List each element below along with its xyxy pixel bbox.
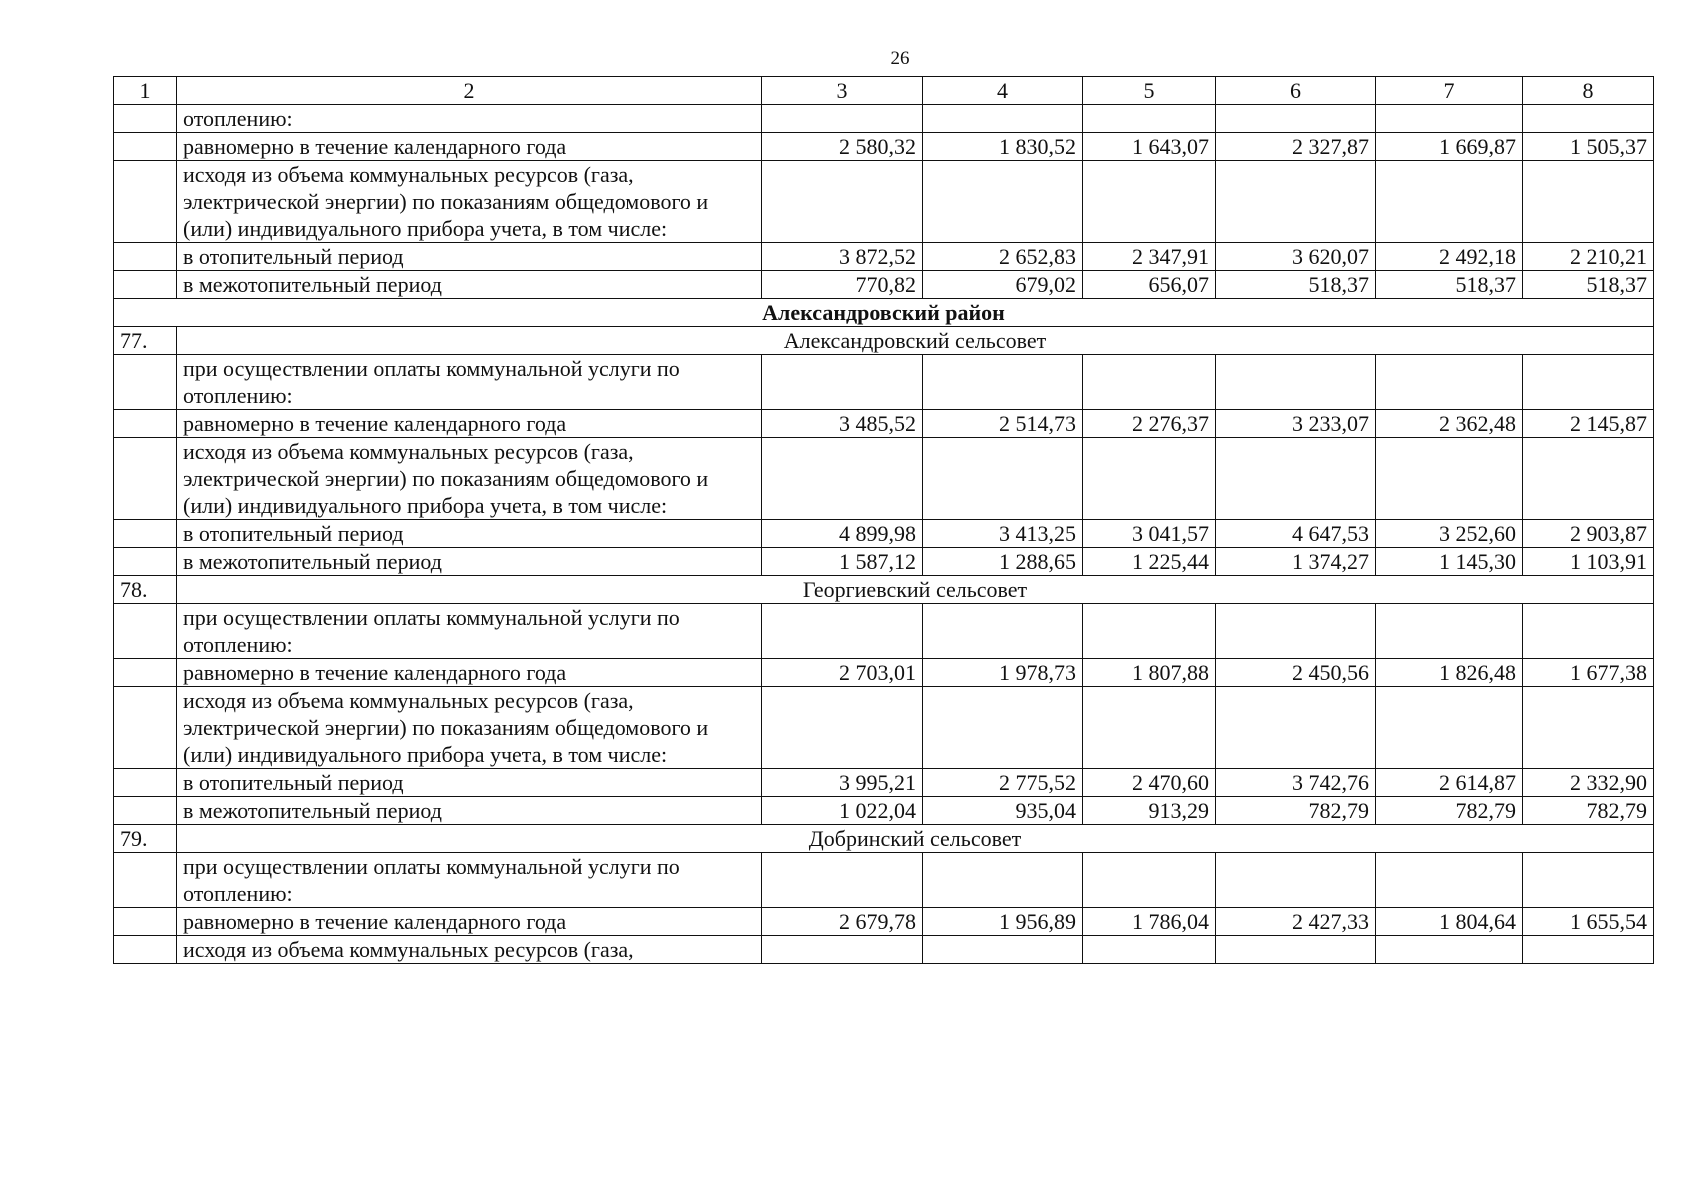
table-row — [114, 853, 1654, 908]
row-label: исходя из объема коммунальных ресурсов (газа, электрической энергии) по показаниям общедомового и (или) индивидуального прибора учета, в том числе: — [177, 438, 762, 520]
value-cell: 3 252,60 — [1376, 520, 1523, 548]
value-cell — [1216, 355, 1376, 410]
value-cell — [1376, 936, 1523, 964]
tariff-table — [113, 76, 1654, 964]
value-cell — [1523, 604, 1654, 659]
value-cell: 782,79 — [1216, 797, 1376, 825]
row-number — [114, 133, 177, 161]
row-label: при осуществлении оплаты коммунальной услуги по отоплению: — [177, 604, 762, 659]
value-cell: 2 327,87 — [1216, 133, 1376, 161]
value-cell — [1083, 936, 1216, 964]
table-row — [114, 355, 1654, 410]
row-number — [114, 604, 177, 659]
value-cell: 2 210,21 — [1523, 243, 1654, 271]
value-cell: 1 807,88 — [1083, 659, 1216, 687]
value-cell: 3 233,07 — [1216, 410, 1376, 438]
value-cell: 1 669,87 — [1376, 133, 1523, 161]
value-cell — [1083, 161, 1216, 243]
table-row — [114, 687, 1654, 769]
value-cell — [762, 105, 923, 133]
value-cell: 2 276,37 — [1083, 410, 1216, 438]
value-cell — [1083, 438, 1216, 520]
value-cell: 2 347,91 — [1083, 243, 1216, 271]
row-label: равномерно в течение календарного года — [177, 133, 762, 161]
value-cell — [1216, 687, 1376, 769]
row-number: 78. — [114, 576, 177, 604]
value-cell: 1 022,04 — [762, 797, 923, 825]
header-cell: 5 — [1083, 77, 1216, 105]
value-cell: 2 450,56 — [1216, 659, 1376, 687]
row-number — [114, 687, 177, 769]
row-label: равномерно в течение календарного года — [177, 908, 762, 936]
table-row — [114, 604, 1654, 659]
value-cell: 1 677,38 — [1523, 659, 1654, 687]
value-cell: 913,29 — [1083, 797, 1216, 825]
value-cell: 2 580,32 — [762, 133, 923, 161]
value-cell: 3 413,25 — [923, 520, 1083, 548]
value-cell: 1 826,48 — [1376, 659, 1523, 687]
value-cell — [1216, 161, 1376, 243]
page-number: 26 — [890, 48, 910, 69]
header-cell: 7 — [1376, 77, 1523, 105]
value-cell: 3 041,57 — [1083, 520, 1216, 548]
district-row — [114, 299, 1654, 327]
row-label: при осуществлении оплаты коммунальной услуги по отоплению: — [177, 355, 762, 410]
value-cell: 2 427,33 — [1216, 908, 1376, 936]
value-cell: 1 978,73 — [923, 659, 1083, 687]
header-cell: 1 — [114, 77, 177, 105]
value-cell — [1376, 853, 1523, 908]
value-cell: 518,37 — [1216, 271, 1376, 299]
value-cell — [923, 355, 1083, 410]
row-label: равномерно в течение календарного года — [177, 659, 762, 687]
value-cell — [1523, 161, 1654, 243]
value-cell: 1 225,44 — [1083, 548, 1216, 576]
value-cell — [1216, 105, 1376, 133]
header-cell: 6 — [1216, 77, 1376, 105]
table-header-row — [114, 77, 1654, 105]
header-cell: 2 — [177, 77, 762, 105]
row-number — [114, 355, 177, 410]
value-cell — [923, 687, 1083, 769]
value-cell — [762, 355, 923, 410]
settlement-title: Александровский сельсовет — [177, 327, 1654, 355]
row-number — [114, 908, 177, 936]
row-number — [114, 769, 177, 797]
value-cell: 1 655,54 — [1523, 908, 1654, 936]
value-cell: 2 652,83 — [923, 243, 1083, 271]
table-row — [114, 908, 1654, 936]
header-cell: 3 — [762, 77, 923, 105]
value-cell — [923, 604, 1083, 659]
value-cell — [762, 853, 923, 908]
value-cell — [1216, 936, 1376, 964]
value-cell — [1376, 438, 1523, 520]
value-cell: 2 775,52 — [923, 769, 1083, 797]
value-cell — [923, 105, 1083, 133]
value-cell — [762, 604, 923, 659]
value-cell: 935,04 — [923, 797, 1083, 825]
value-cell: 1 103,91 — [1523, 548, 1654, 576]
value-cell: 2 514,73 — [923, 410, 1083, 438]
value-cell: 1 956,89 — [923, 908, 1083, 936]
settlement-row — [114, 327, 1654, 355]
value-cell: 3 485,52 — [762, 410, 923, 438]
value-cell: 1 145,30 — [1376, 548, 1523, 576]
value-cell — [1523, 936, 1654, 964]
settlement-title: Георгиевский сельсовет — [177, 576, 1654, 604]
value-cell — [762, 438, 923, 520]
table-row — [114, 520, 1654, 548]
value-cell — [923, 853, 1083, 908]
row-label: исходя из объема коммунальных ресурсов (газа, электрической энергии) по показаниям общедомового и (или) индивидуального прибора учета, в том числе: — [177, 161, 762, 243]
value-cell — [923, 936, 1083, 964]
table-row — [114, 936, 1654, 964]
row-number — [114, 797, 177, 825]
value-cell: 1 505,37 — [1523, 133, 1654, 161]
value-cell: 1 830,52 — [923, 133, 1083, 161]
value-cell: 3 995,21 — [762, 769, 923, 797]
row-number — [114, 243, 177, 271]
settlement-row — [114, 825, 1654, 853]
value-cell: 3 620,07 — [1216, 243, 1376, 271]
row-label: в отопительный период — [177, 243, 762, 271]
value-cell — [1083, 687, 1216, 769]
value-cell: 1 288,65 — [923, 548, 1083, 576]
row-label: в отопительный период — [177, 520, 762, 548]
header-cell: 4 — [923, 77, 1083, 105]
table-row — [114, 659, 1654, 687]
row-label: равномерно в течение календарного года — [177, 410, 762, 438]
row-number: 79. — [114, 825, 177, 853]
value-cell — [762, 687, 923, 769]
row-number — [114, 410, 177, 438]
row-label: исходя из объема коммунальных ресурсов (газа, электрической энергии) по показаниям общедомового и (или) индивидуального прибора учета, в том числе: — [177, 687, 762, 769]
value-cell: 3 742,76 — [1216, 769, 1376, 797]
value-cell: 2 703,01 — [762, 659, 923, 687]
value-cell: 1 374,27 — [1216, 548, 1376, 576]
value-cell — [1216, 853, 1376, 908]
row-label: исходя из объема коммунальных ресурсов (газа, — [177, 936, 762, 964]
value-cell: 770,82 — [762, 271, 923, 299]
row-label: при осуществлении оплаты коммунальной услуги по отоплению: — [177, 853, 762, 908]
value-cell — [1523, 105, 1654, 133]
value-cell — [923, 438, 1083, 520]
value-cell: 679,02 — [923, 271, 1083, 299]
row-number — [114, 548, 177, 576]
value-cell: 782,79 — [1376, 797, 1523, 825]
table-row — [114, 410, 1654, 438]
settlement-title: Добринский сельсовет — [177, 825, 1654, 853]
value-cell: 1 643,07 — [1083, 133, 1216, 161]
value-cell — [1376, 105, 1523, 133]
value-cell — [1083, 604, 1216, 659]
value-cell — [762, 161, 923, 243]
row-label: в отопительный период — [177, 769, 762, 797]
value-cell: 1 804,64 — [1376, 908, 1523, 936]
table-row — [114, 105, 1654, 133]
district-title: Александровский район — [114, 299, 1654, 327]
value-cell: 656,07 — [1083, 271, 1216, 299]
value-cell — [1216, 604, 1376, 659]
value-cell: 2 492,18 — [1376, 243, 1523, 271]
value-cell — [1523, 853, 1654, 908]
value-cell — [1376, 355, 1523, 410]
value-cell — [1083, 105, 1216, 133]
table-row — [114, 271, 1654, 299]
table-row — [114, 243, 1654, 271]
row-label: в межотопительный период — [177, 548, 762, 576]
row-number — [114, 520, 177, 548]
value-cell: 4 647,53 — [1216, 520, 1376, 548]
value-cell — [923, 161, 1083, 243]
value-cell — [762, 936, 923, 964]
settlement-row — [114, 576, 1654, 604]
row-label: в межотопительный период — [177, 271, 762, 299]
value-cell — [1376, 161, 1523, 243]
value-cell: 2 145,87 — [1523, 410, 1654, 438]
value-cell — [1083, 355, 1216, 410]
row-number — [114, 105, 177, 133]
value-cell — [1376, 604, 1523, 659]
value-cell: 1 587,12 — [762, 548, 923, 576]
value-cell: 2 470,60 — [1083, 769, 1216, 797]
table-row — [114, 769, 1654, 797]
row-label: отоплению: — [177, 105, 762, 133]
value-cell: 518,37 — [1523, 271, 1654, 299]
table-row — [114, 797, 1654, 825]
table-row — [114, 161, 1654, 243]
row-number — [114, 438, 177, 520]
value-cell — [1523, 438, 1654, 520]
value-cell: 2 332,90 — [1523, 769, 1654, 797]
row-label: в межотопительный период — [177, 797, 762, 825]
table-body — [114, 77, 1654, 964]
value-cell: 2 903,87 — [1523, 520, 1654, 548]
row-number — [114, 161, 177, 243]
table-row — [114, 438, 1654, 520]
row-number — [114, 271, 177, 299]
value-cell: 3 872,52 — [762, 243, 923, 271]
value-cell: 2 362,48 — [1376, 410, 1523, 438]
value-cell — [1523, 687, 1654, 769]
value-cell: 4 899,98 — [762, 520, 923, 548]
table-row — [114, 133, 1654, 161]
value-cell: 782,79 — [1523, 797, 1654, 825]
row-number — [114, 936, 177, 964]
value-cell — [1216, 438, 1376, 520]
row-number — [114, 659, 177, 687]
value-cell — [1083, 853, 1216, 908]
value-cell: 518,37 — [1376, 271, 1523, 299]
row-number: 77. — [114, 327, 177, 355]
table-row — [114, 548, 1654, 576]
value-cell — [1523, 355, 1654, 410]
value-cell — [1376, 687, 1523, 769]
value-cell: 2 679,78 — [762, 908, 923, 936]
value-cell: 2 614,87 — [1376, 769, 1523, 797]
row-number — [114, 853, 177, 908]
header-cell: 8 — [1523, 77, 1654, 105]
value-cell: 1 786,04 — [1083, 908, 1216, 936]
